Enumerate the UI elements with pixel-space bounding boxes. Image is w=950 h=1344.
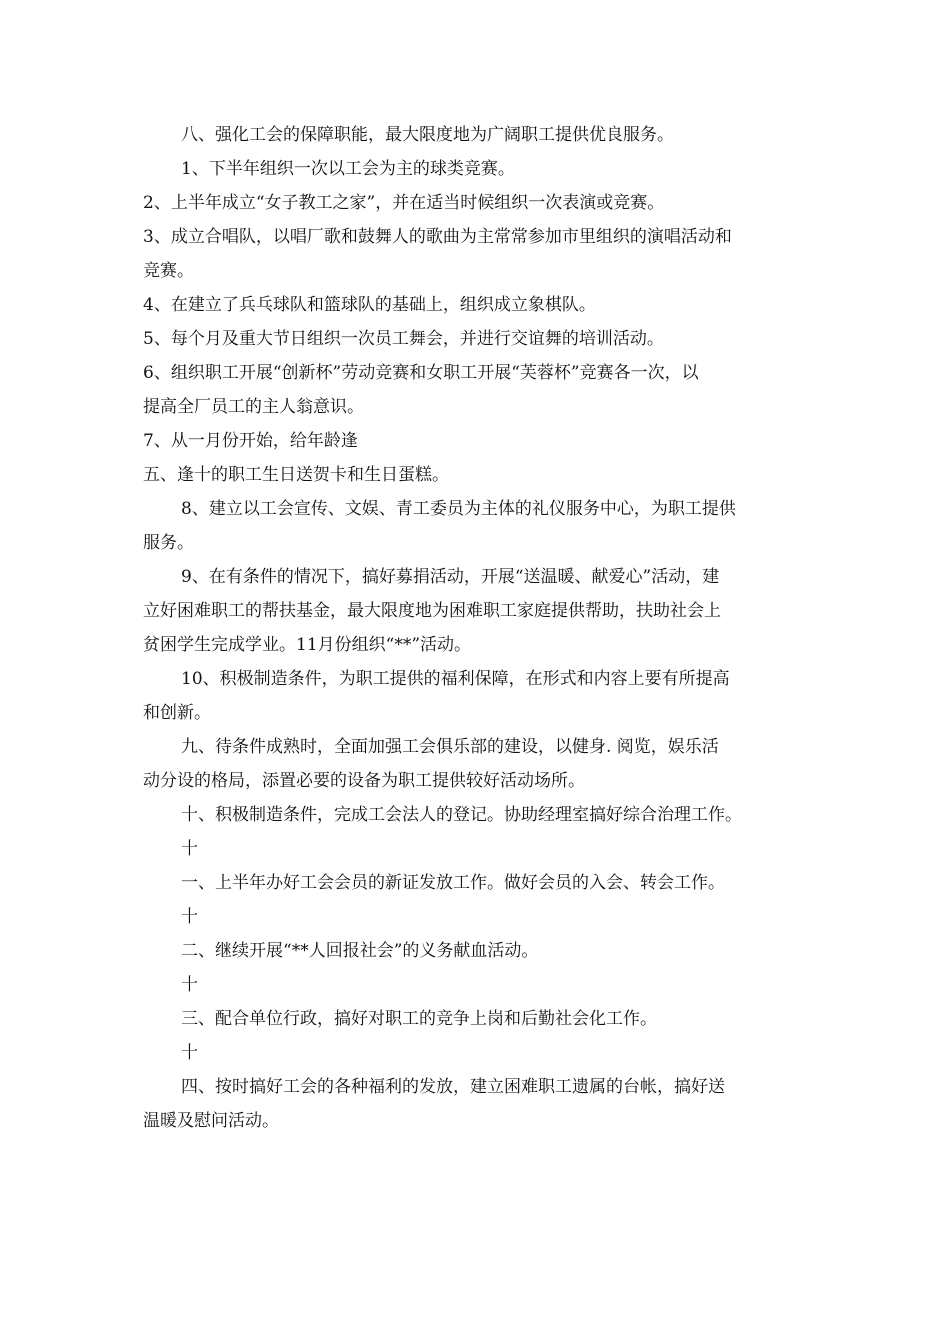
paragraph-line: 5、每个月及重大节日组织一次员工舞会，并进行交谊舞的培训活动。 [143, 329, 664, 349]
paragraph-line: 9、在有条件的情况下，搞好募捐活动，开展“送温暖、献爱心”活动，建 [181, 567, 720, 587]
paragraph-line: 8、建立以工会宣传、文娱、青工委员为主体的礼仪服务中心，为职工提供 [181, 499, 736, 519]
paragraph-line: 1、下半年组织一次以工会为主的球类竞赛。 [181, 159, 515, 179]
paragraph-line: 立好困难职工的帮扶基金，最大限度地为困难职工家庭提供帮助，扶助社会上 [143, 601, 721, 621]
paragraph-line: 温暖及慰问活动。 [143, 1111, 279, 1131]
document-body [143, 118, 823, 1138]
paragraph-line: 十 [181, 907, 198, 927]
paragraph-line: 四、按时搞好工会的各种福利的发放，建立困难职工遗属的台帐，搞好送 [181, 1077, 725, 1097]
paragraph-line: 和创新。 [143, 703, 211, 723]
paragraph-line: 3、成立合唱队，以唱厂歌和鼓舞人的歌曲为主常常参加市里组织的演唱活动和 [143, 227, 732, 247]
paragraph-line: 提高全厂员工的主人翁意识。 [143, 397, 364, 417]
paragraph-line: 一、上半年办好工会会员的新证发放工作。做好会员的入会、转会工作。 [181, 873, 725, 893]
paragraph-line: 九、待条件成熟时，全面加强工会俱乐部的建设，以健身. 阅览，娱乐活 [181, 737, 719, 757]
paragraph-line: 三、配合单位行政，搞好对职工的竞争上岗和后勤社会化工作。 [181, 1009, 657, 1029]
paragraph-line: 十、积极制造条件，完成工会法人的登记。协助经理室搞好综合治理工作。 [181, 805, 742, 825]
paragraph-line: 服务。 [143, 533, 194, 553]
paragraph-line: 二、继续开展“**人回报社会”的义务献血活动。 [181, 941, 539, 961]
paragraph-line: 十 [181, 975, 198, 995]
paragraph-line: 五、逢十的职工生日送贺卡和生日蛋糕。 [143, 465, 449, 485]
paragraph-line: 动分设的格局，添置必要的设备为职工提供较好活动场所。 [143, 771, 585, 791]
paragraph-line: 竞赛。 [143, 261, 194, 281]
paragraph-line: 2、上半年成立“女子教工之家”，并在适当时候组织一次表演或竞赛。 [143, 193, 665, 213]
paragraph-line: 十 [181, 1043, 198, 1063]
paragraph-line: 十 [181, 839, 198, 859]
paragraph-line: 八、强化工会的保障职能，最大限度地为广阔职工提供优良服务。 [181, 125, 674, 145]
paragraph-line: 6、组织职工开展“创新杯”劳动竞赛和女职工开展“芙蓉杯”竞赛各一次，以 [143, 363, 699, 383]
paragraph-line: 贫困学生完成学业。11月份组织“**”活动。 [143, 635, 472, 655]
paragraph-line: 10、积极制造条件，为职工提供的福利保障，在形式和内容上要有所提高 [181, 669, 730, 689]
paragraph-line: 4、在建立了兵乓球队和篮球队的基础上，组织成立象棋队。 [143, 295, 596, 315]
paragraph-line: 7、从一月份开始，给年龄逢 [143, 431, 358, 451]
